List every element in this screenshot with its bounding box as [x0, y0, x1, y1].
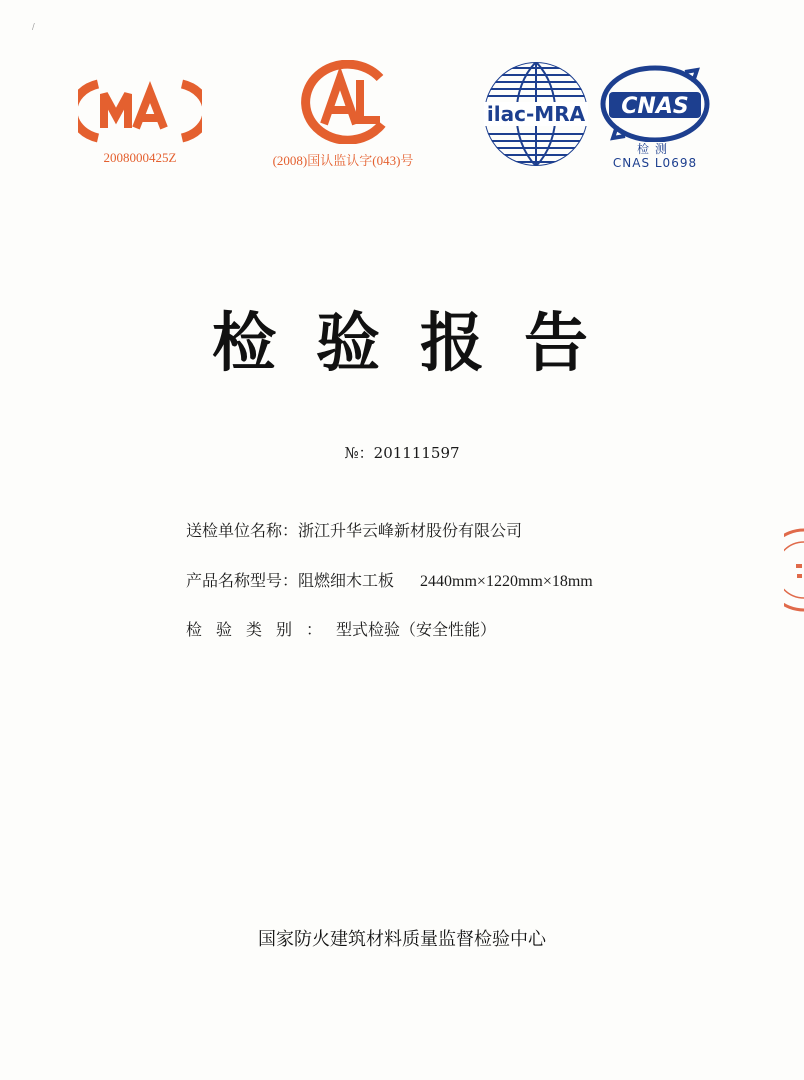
product-spec: 2440mm×1220mm×18mm — [420, 573, 593, 590]
client-value: 浙江升华云峰新材股份有限公司 — [298, 521, 523, 540]
page-title: 检验报告 — [212, 307, 628, 381]
category-label: 检验类别： — [186, 620, 337, 639]
client-row — [186, 518, 522, 541]
cma-certificate-number: 2008000425Z — [103, 150, 177, 165]
product-label: 产品名称型号： — [186, 571, 299, 590]
cma-logo-block — [70, 78, 210, 166]
cal-logo-icon — [288, 60, 398, 144]
category-row — [186, 617, 496, 640]
cal-logo-block — [258, 60, 428, 169]
client-label: 送检单位名称： — [186, 521, 299, 540]
cnas-accreditation-number: CNAS L0698 — [612, 156, 698, 170]
cal-certificate-number: (2008)国认监认字(043)号 — [272, 153, 414, 168]
issuing-organization: 国家防火建筑材料质量监督检验中心 — [258, 929, 546, 950]
scan-mark: / — [32, 22, 35, 31]
cnas-text: CNAS — [621, 94, 689, 119]
ilac-logo-block — [478, 58, 594, 170]
report-number: №：201111597 — [344, 444, 460, 462]
cma-logo-icon — [78, 78, 202, 144]
cnas-logo-icon — [599, 62, 711, 142]
category-value: 型式检验（安全性能） — [336, 620, 497, 639]
product-row — [186, 568, 593, 591]
ilac-mra-logo-icon — [480, 58, 592, 170]
seal-stamp-fragment-icon — [784, 528, 804, 612]
cnas-caption-testing: 检测 — [636, 142, 673, 156]
product-value: 阻燃细木工板 — [298, 571, 395, 590]
ilac-mra-text: ilac-MRA — [486, 102, 586, 126]
cnas-logo-block — [598, 62, 712, 170]
